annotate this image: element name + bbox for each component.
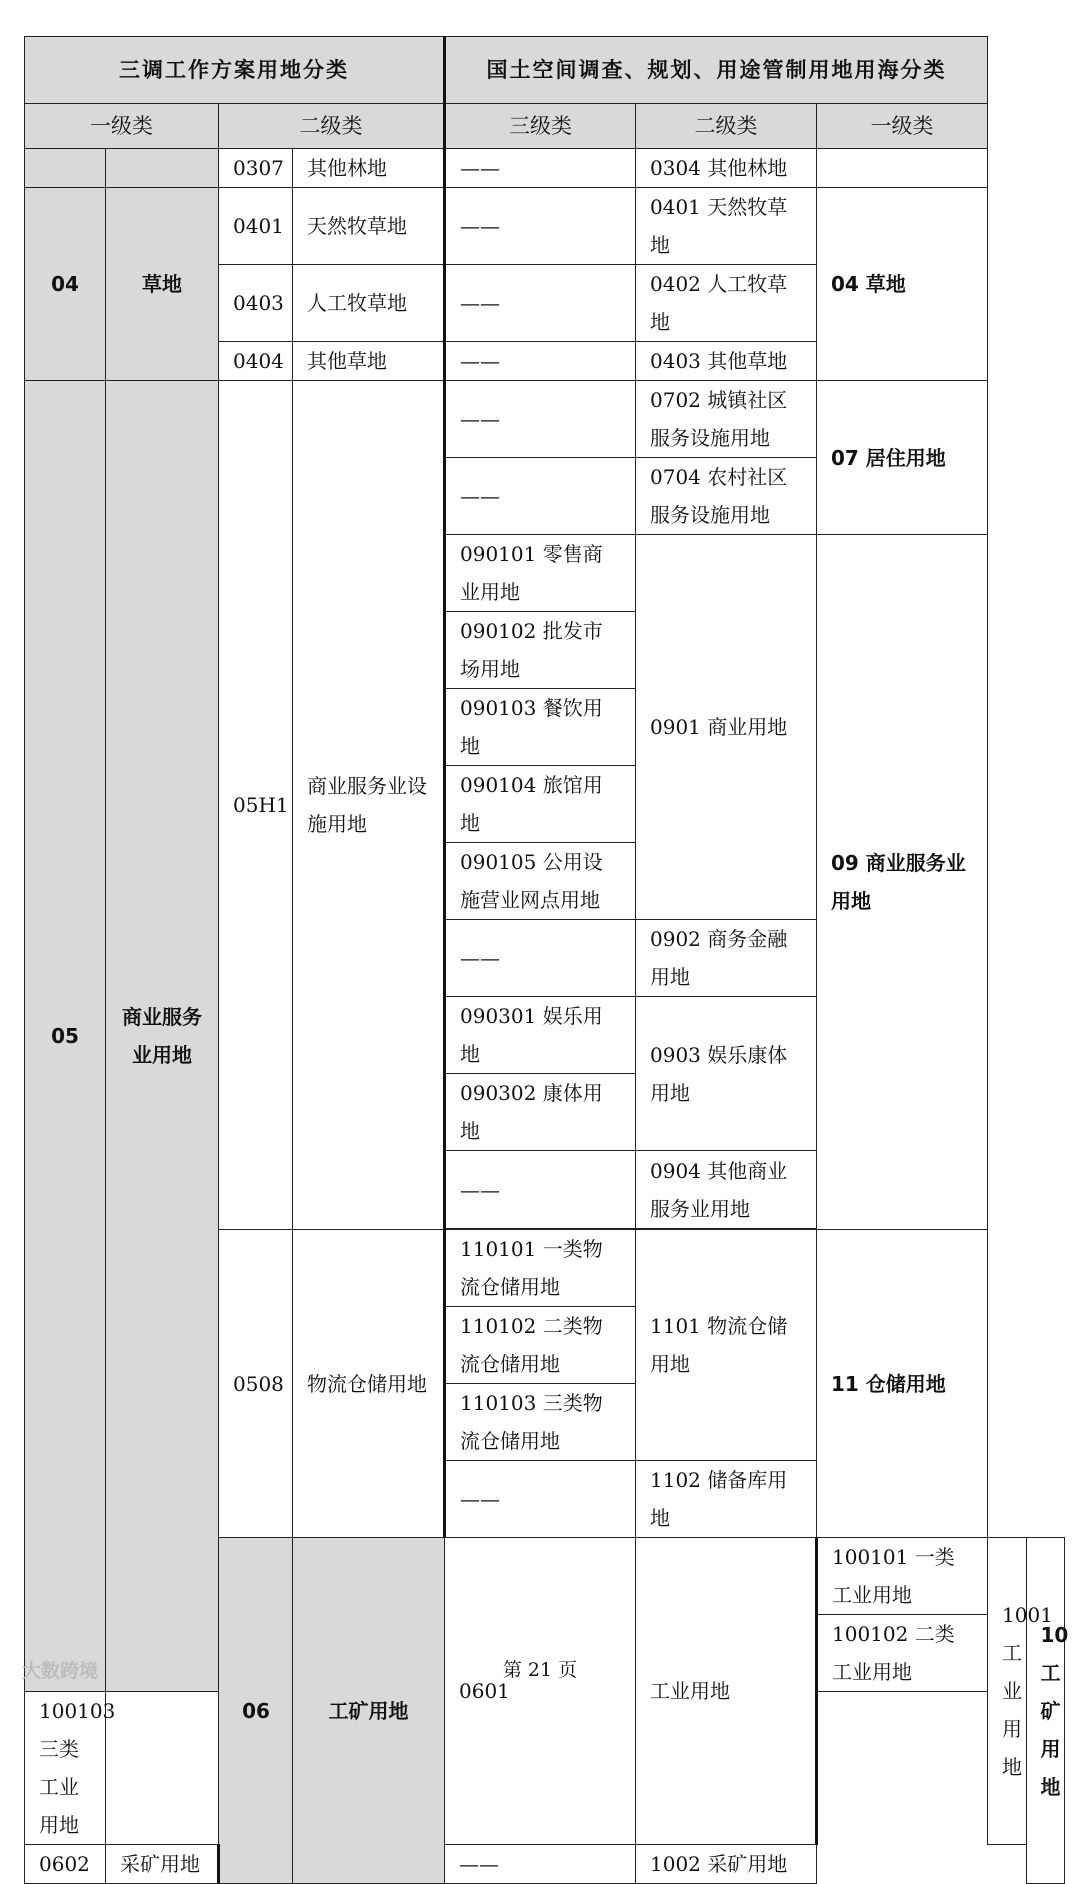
new-third: —— [445,381,636,458]
old-first-name: 工矿用地 [293,1538,445,1884]
old-first-name: 草地 [106,188,219,381]
new-third: 110101 一类物流仓储用地 [445,1230,636,1307]
old-name: 其他林地 [293,149,445,188]
new-first: 04 草地 [817,188,988,381]
new-third: —— [445,1151,636,1229]
col-header-left-first: 一级类 [25,104,219,149]
new-third: 090105 公用设施营业网点用地 [445,843,636,920]
new-third: 090104 旅馆用地 [445,766,636,843]
new-second: 0702 城镇社区服务设施用地 [636,381,817,458]
new-second: 0903 娱乐康体用地 [636,997,817,1151]
col-header-right-first: 一级类 [817,104,988,149]
new-third: 100101 一类工业用地 [817,1538,988,1615]
old-first-name: 商业服务业用地 [106,381,219,1692]
col-header-left-second: 二级类 [219,104,445,149]
new-third: 090102 批发市场用地 [445,612,636,689]
new-second: 0901 商业用地 [636,535,817,920]
new-second: 1101 物流仓储用地 [636,1230,817,1461]
old-name: 人工牧草地 [293,265,445,342]
new-third: —— [445,1461,636,1538]
old-first-code: 04 [25,188,106,381]
old-code: 0601 [445,1538,636,1845]
land-classification-table [24,36,1069,1884]
new-first: 07 居住用地 [817,381,988,535]
new-second: 0304 其他林地 [636,149,817,188]
new-third: —— [445,1845,636,1884]
old-name: 工业用地 [636,1538,817,1845]
header-row-2 [25,104,1065,149]
new-second: 0902 商务金融用地 [636,920,817,997]
new-second: 0401 天然牧草地 [636,188,817,265]
new-third: 090302 康体用地 [445,1074,636,1151]
table-row [25,1845,1065,1884]
new-second: 0402 人工牧草地 [636,265,817,342]
old-code: 0403 [219,265,293,342]
watermark-logo: 大数跨境 [22,1660,99,1682]
new-third: 090103 餐饮用地 [445,689,636,766]
empty-cell [25,149,106,188]
new-third: 100103 三类工业用地 [25,1692,106,1845]
table-row [25,188,1065,265]
new-third: 090301 娱乐用地 [445,997,636,1074]
old-name: 采矿用地 [106,1845,219,1884]
old-code: 0401 [219,188,293,265]
new-first: 10 工矿用地 [1026,1538,1065,1884]
old-code: 0602 [25,1845,106,1884]
page-number: 第 21 页 [502,1659,578,1681]
new-third: —— [445,188,636,265]
new-second: 0403 其他草地 [636,342,817,381]
new-second: 0704 农村社区服务设施用地 [636,458,817,535]
table-row [25,149,1065,188]
old-code: 05H1 [219,381,293,1230]
old-first-code: 05 [25,381,106,1692]
new-third: 100102 二类工业用地 [817,1615,988,1692]
table-row [25,381,1065,458]
new-second: 1102 储备库用地 [636,1461,817,1538]
old-code: 0404 [219,342,293,381]
new-third: 110102 二类物流仓储用地 [445,1307,636,1384]
new-third: —— [445,265,636,342]
new-second: 1002 采矿用地 [636,1845,817,1884]
new-third: 110103 三类物流仓储用地 [445,1384,636,1461]
new-third: —— [445,920,636,997]
new-second: 0904 其他商业服务业用地 [636,1151,817,1229]
new-third: —— [445,342,636,381]
new-third: —— [445,458,636,535]
right-table-title: 国土空间调查、规划、用途管制用地用海分类 [445,37,988,104]
old-first-code: 06 [219,1538,293,1884]
old-name: 其他草地 [293,342,445,381]
old-name: 商业服务业设施用地 [293,381,445,1230]
old-code: 0307 [219,149,293,188]
col-header-right-second: 二级类 [636,104,817,149]
empty-cell [106,149,219,188]
new-second: 1001 工业用地 [988,1538,1026,1845]
left-table-title: 三调工作方案用地分类 [25,37,445,104]
new-first: 11 仓储用地 [817,1230,988,1538]
col-header-right-third: 三级类 [445,104,636,149]
old-code: 0508 [219,1230,293,1538]
old-name: 天然牧草地 [293,188,445,265]
header-row-1 [25,37,1065,104]
empty-cell [817,149,988,188]
new-third: 090101 零售商业用地 [445,535,636,612]
old-name: 物流仓储用地 [293,1230,445,1538]
new-third: —— [445,149,636,188]
new-first: 09 商业服务业用地 [817,535,988,1230]
